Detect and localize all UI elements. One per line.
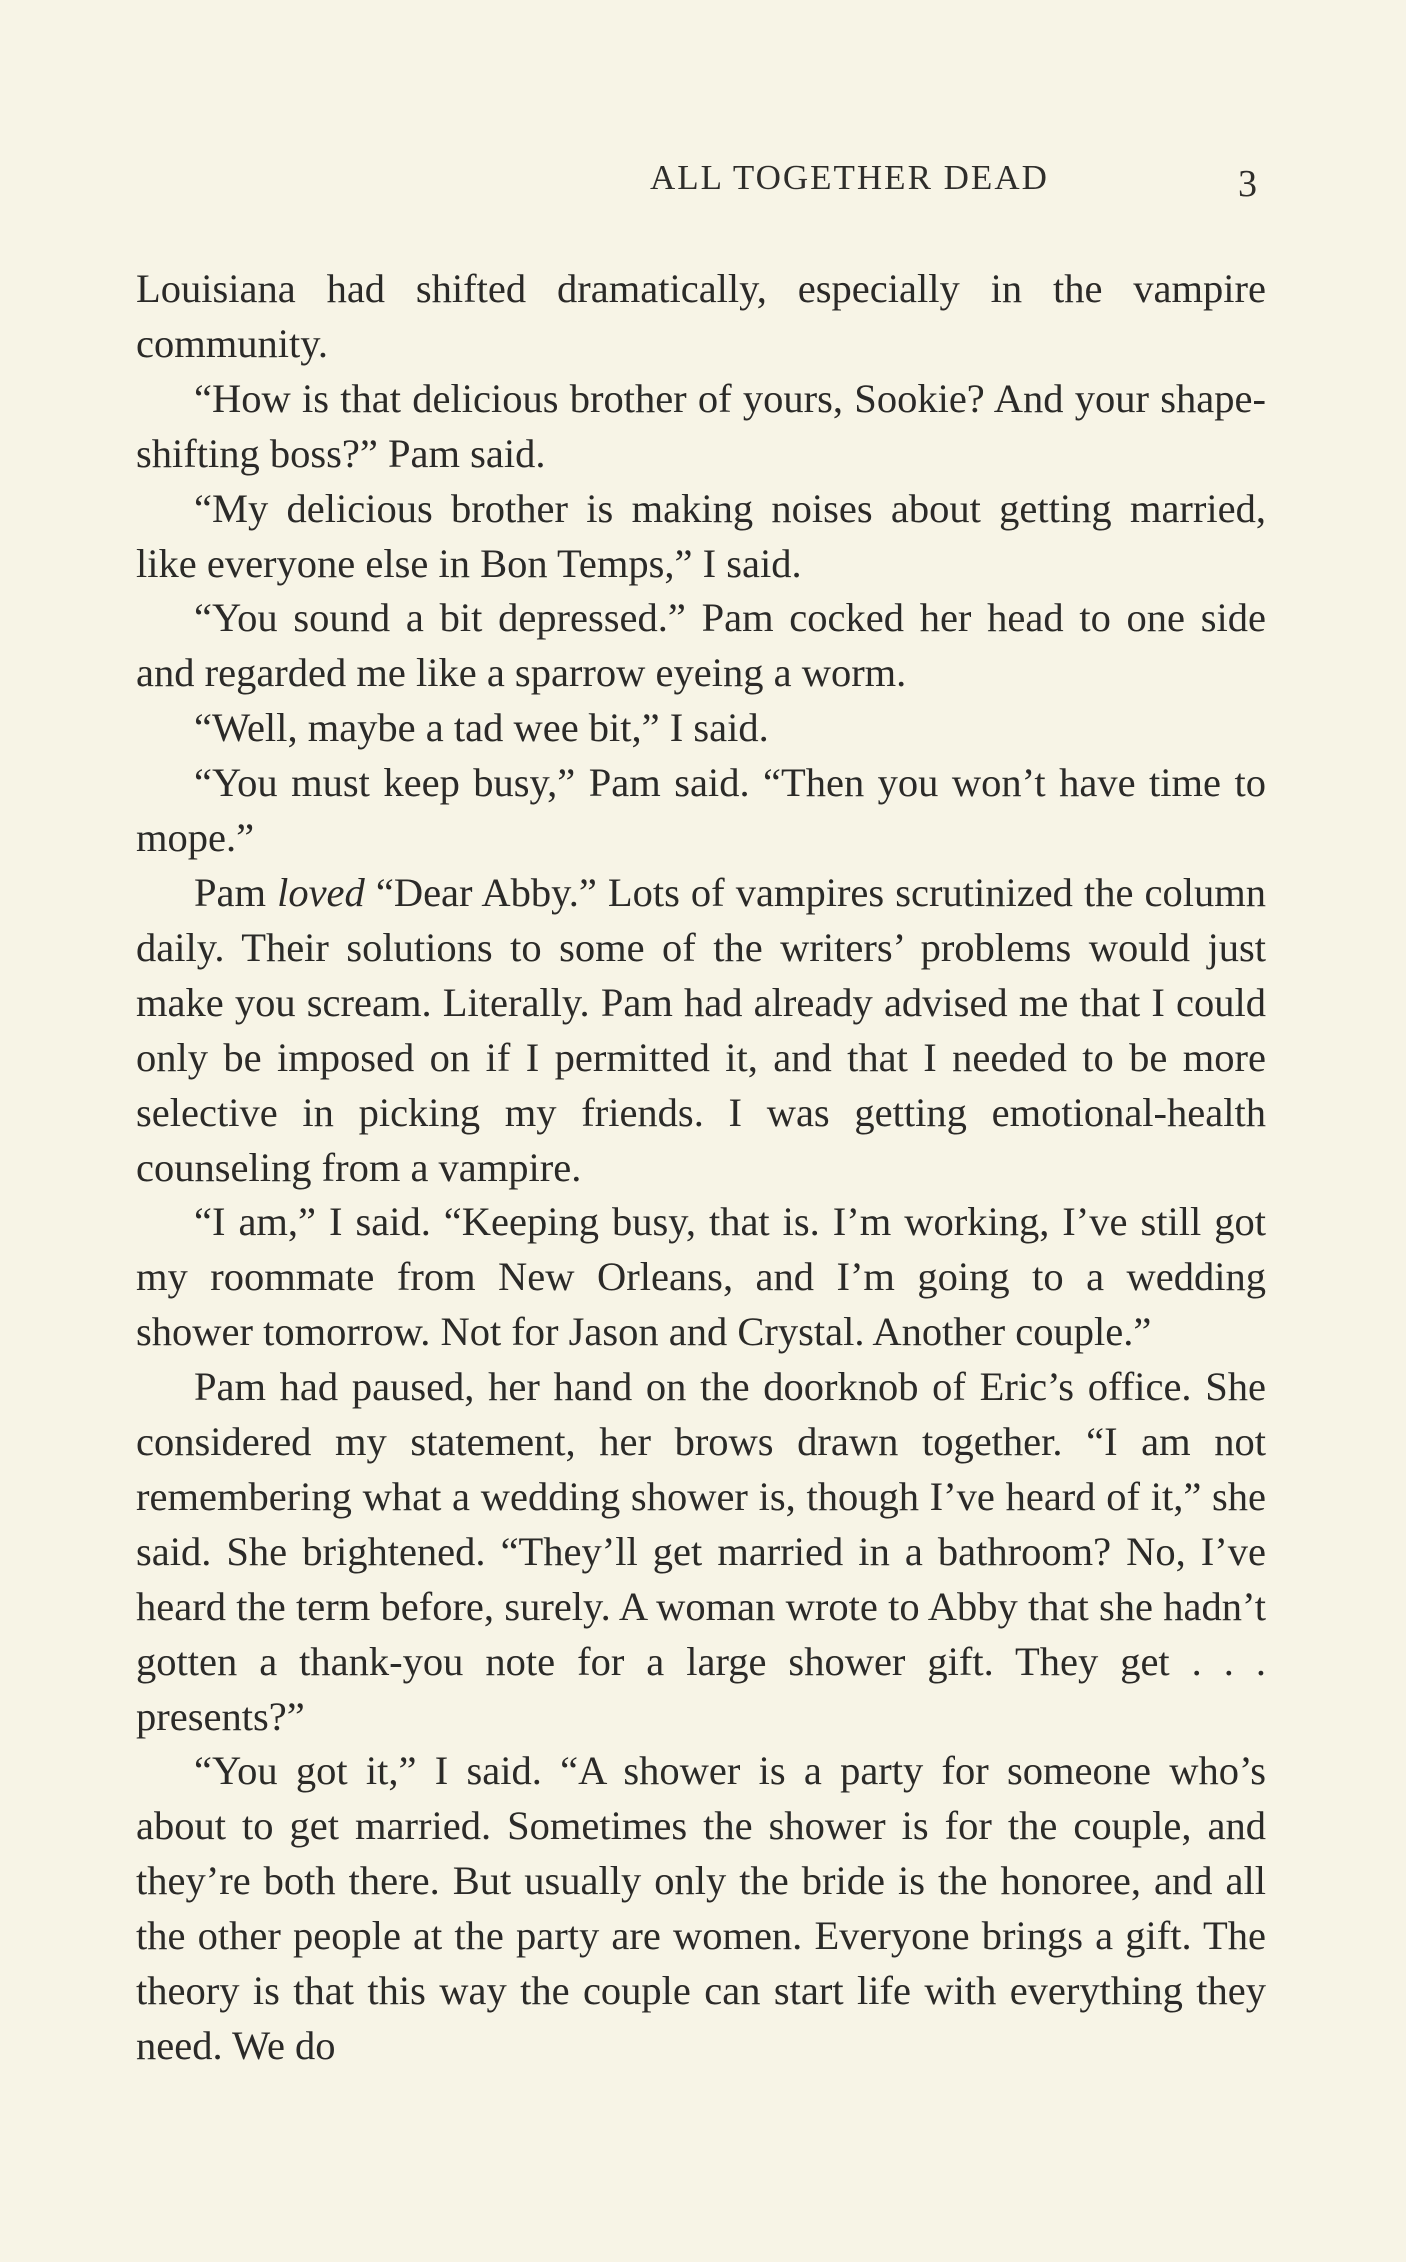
paragraph-9: Pam had paused, her hand on the doorknob of Eric’s office. She considered my statement, her brows drawn together. “I am not remembering what a wedding shower is, though I’ve heard of it,” she said. She brightened. “They’ll get married in a bathroom? No, I’ve heard the term before, surely. A woman wrote to Abby that she hadn’t gotten a thank-you note for a large shower gift. They get . . . presents?”	[136, 1364, 1266, 1739]
paragraph-3: “My delicious brother is making noises about getting married, like everyone else in Bon Temps,” I said.	[136, 485, 1266, 586]
paragraph-7-rest: “Dear Abby.” Lots of vampires scrutinized the column daily. Their solutions to some of the writers’ problems would just make you scream. Literally. Pam had already advised me that I could only be imposed on if I permitted it, and that I needed to be more selective in picking my friends. I was getting emotional-health counseling from a vampire.	[136, 869, 1266, 1190]
paragraph-1: Louisiana had shifted dramatically, especially in the vampire community.	[136, 266, 1266, 366]
paragraph-10: “You got it,” I said. “A shower is a party for someone who’s about to get married. Sometimes the shower is for the couple, and they’re both there. But usually only the bride is the honoree, and all the other people at the party are women. Everyone brings a gift. The theory is that this way the couple can start life with everything they need. We do	[136, 1748, 1266, 2068]
running-head-title: ALL TOGETHER DEAD	[650, 158, 1049, 197]
body-text	[136, 262, 1266, 2074]
paragraph-2: “How is that delicious brother of yours, Sookie? And your shape-shifting boss?” Pam said.	[136, 375, 1266, 476]
paragraph-8: “I am,” I said. “Keeping busy, that is. I’m working, I’ve still got my roommate from New Orleans, and I’m going to a wedding shower tomorrow. Not for Jason and Crystal. Another couple.”	[136, 1199, 1266, 1355]
paragraph-4: “You sound a bit depressed.” Pam cocked her head to one side and regarded me like a sparrow eyeing a worm.	[136, 595, 1266, 696]
paragraph-5: “Well, maybe a tad wee bit,” I said.	[194, 705, 769, 751]
paragraph-7	[136, 866, 1266, 1195]
page-number: 3	[1238, 163, 1257, 205]
paragraph-6: “You must keep busy,” Pam said. “Then you won’t have time to mope.”	[136, 760, 1266, 861]
emphasized-word: loved	[277, 869, 365, 915]
paragraph-7-start: Pam	[194, 869, 278, 915]
